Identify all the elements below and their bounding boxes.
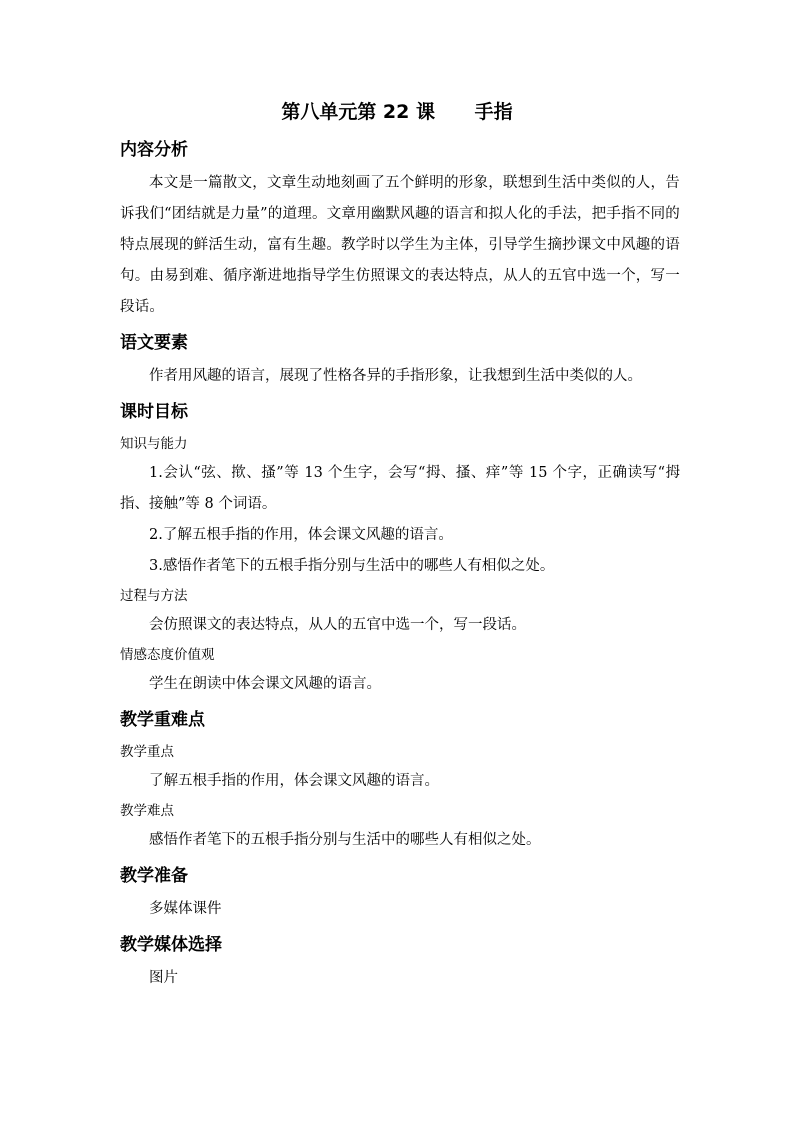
objective-item-3: 3.感悟作者笔下的五根手指分别与生活中的哪些人有相似之处。 xyxy=(149,558,555,574)
paragraph-language-elements: 作者用风趣的语言，展现了性格各异的手指形象，让我想到生活中类似的人。 xyxy=(149,368,642,384)
document-body xyxy=(120,136,680,994)
heading-key-points: 教学重难点 xyxy=(120,710,205,730)
section-content-analysis xyxy=(120,136,680,323)
section-preparation xyxy=(120,862,680,925)
paragraph-focus: 了解五根手指的作用，体会课文风趣的语言。 xyxy=(149,773,439,789)
subheading-difficulty: 教学难点 xyxy=(120,803,174,819)
heading-media: 教学媒体选择 xyxy=(120,935,222,955)
section-language-elements xyxy=(120,329,680,392)
heading-content-analysis: 内容分析 xyxy=(120,140,188,160)
subheading-focus: 教学重点 xyxy=(120,744,174,760)
heading-preparation: 教学准备 xyxy=(120,866,188,886)
section-objectives xyxy=(120,398,680,700)
paragraph-preparation: 多媒体课件 xyxy=(149,901,222,917)
document-title: 第八单元第 22 课 手指 xyxy=(281,101,513,123)
paragraph-content-analysis: 本文是一篇散文，文章生动地刻画了五个鲜明的形象，联想到生活中类似的人，告诉我们“团结就是力量”的道理。文章用幽默风趣的语言和拟人化的手法，把手指不同的特点展现的鲜活生动，富有生趣。教学时以学生为主体，引导学生摘抄课文中风趣的语句。由易到难、循序渐进地指导学生仿照课文的表达特点，从人的五官中选一个，写一段话。 xyxy=(120,175,680,315)
heading-language-elements: 语文要素 xyxy=(120,333,188,353)
paragraph-values: 学生在朗读中体会课文风趣的语言。 xyxy=(149,676,381,692)
subheading-process: 过程与方法 xyxy=(120,588,188,604)
objective-item-2: 2.了解五根手指的作用，体会课文风趣的语言。 xyxy=(149,527,453,543)
objective-item-1: 1.会认“弦、揿、搔”等 13 个生字，会写“拇、搔、痒”等 15 个字，正确读写“拇指、接触”等 8 个词语。 xyxy=(120,465,680,512)
section-media xyxy=(120,931,680,994)
paragraph-difficulty: 感悟作者笔下的五根手指分别与生活中的哪些人有相似之处。 xyxy=(149,832,541,848)
paragraph-process: 会仿照课文的表达特点，从人的五官中选一个，写一段话。 xyxy=(149,617,526,633)
paragraph-media: 图片 xyxy=(149,970,178,986)
subheading-values: 情感态度价值观 xyxy=(120,647,215,663)
heading-objectives: 课时目标 xyxy=(120,402,188,422)
subheading-knowledge: 知识与能力 xyxy=(120,436,188,452)
section-key-points xyxy=(120,706,680,856)
